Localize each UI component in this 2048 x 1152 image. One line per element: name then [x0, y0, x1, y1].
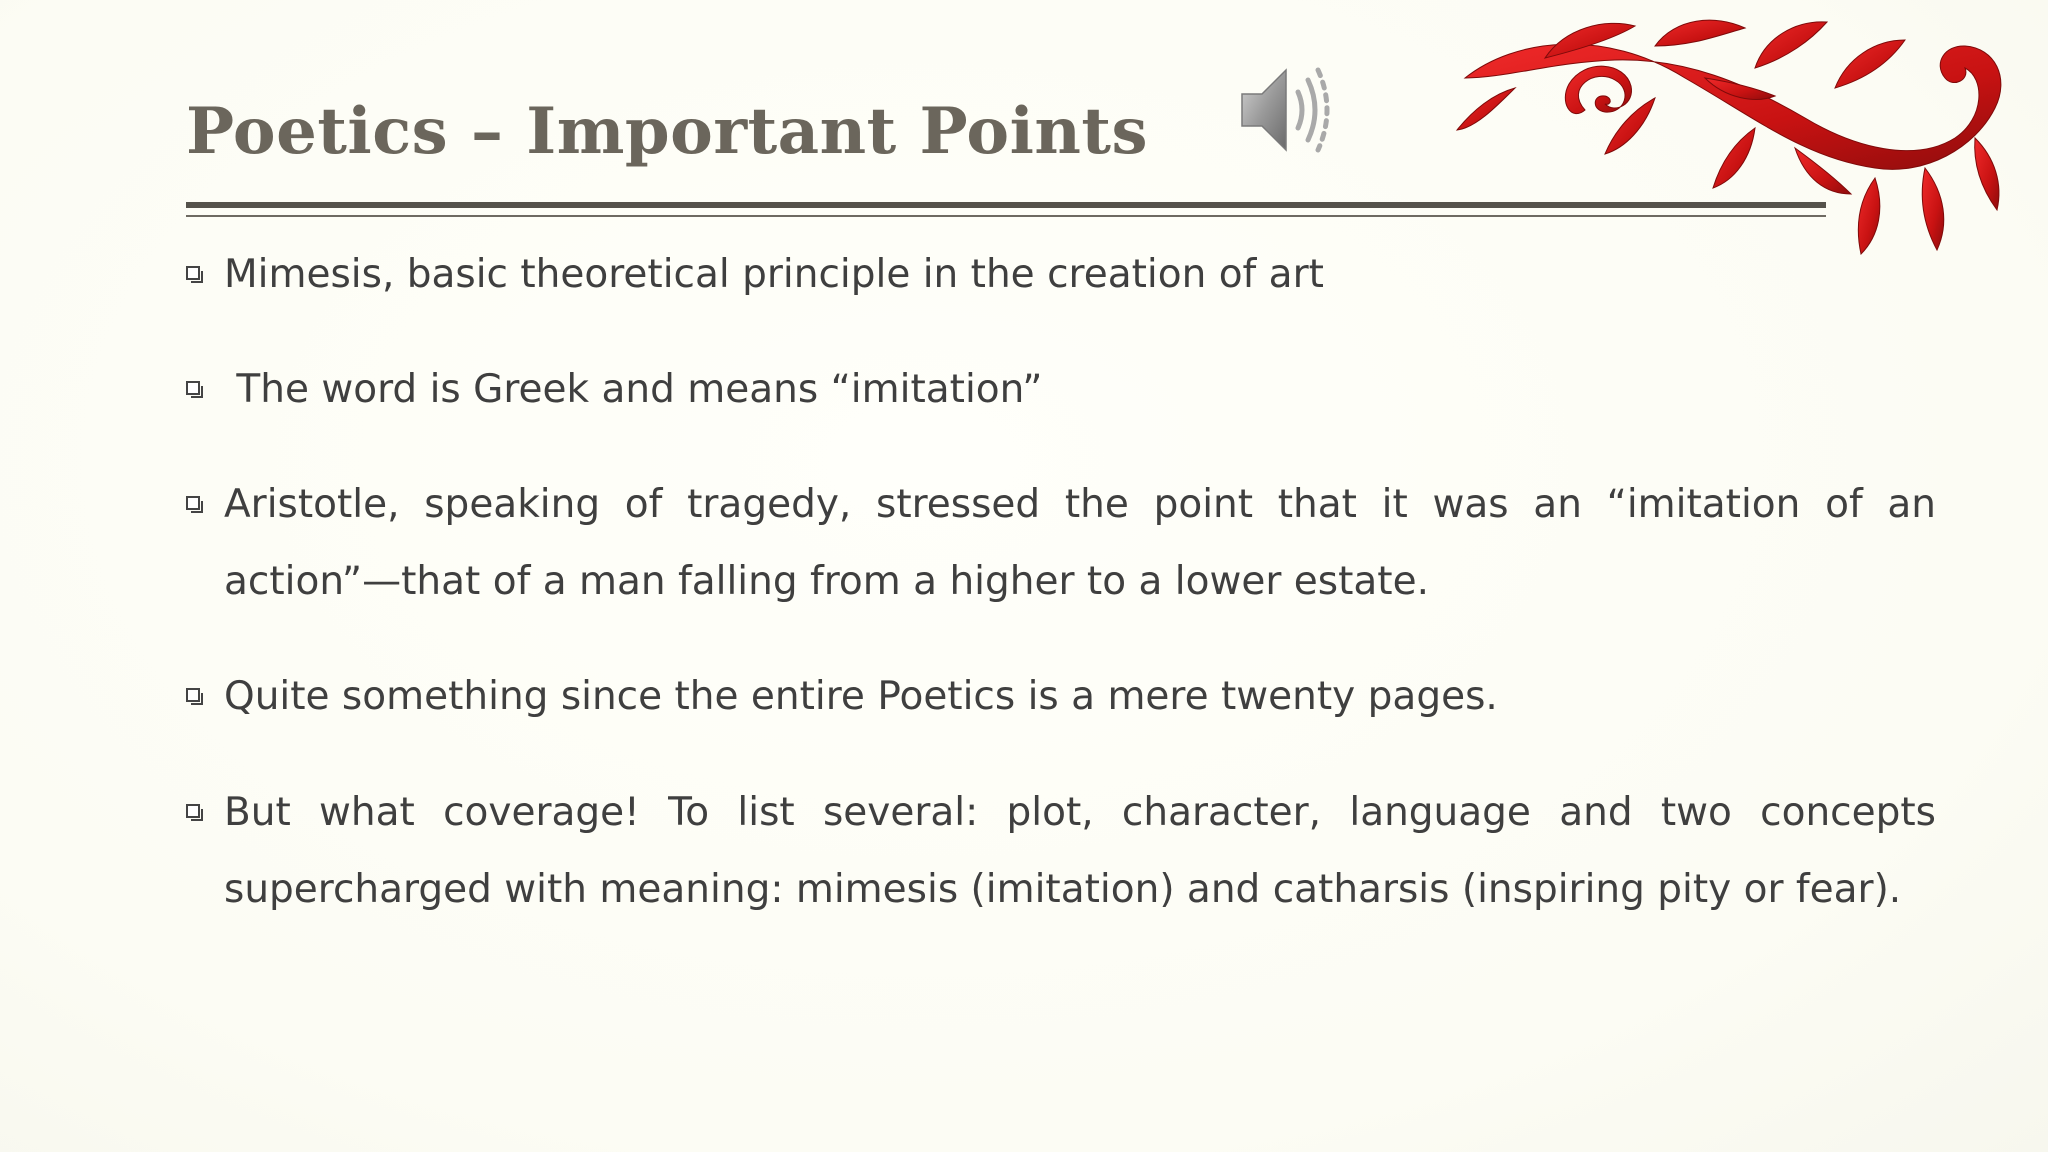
list-item — [186, 351, 1936, 428]
bullet-text: Aristotle, speaking of tragedy, stressed the point that it was an “imitation of an action”—that of a man falling from a higher to a lower estate. — [224, 482, 1936, 604]
list-item — [186, 466, 1936, 620]
square-bullet-icon — [186, 266, 200, 280]
list-item — [186, 658, 1936, 735]
square-bullet-icon — [186, 688, 200, 702]
bullet-text: The word is Greek and means “imitation” — [224, 367, 1043, 412]
bullet-text: But what coverage! To list several: plot, character, language and two concepts supercharged with meaning: mimesis (imitation) and catharsis (inspiring pity or fear). — [224, 790, 1936, 912]
bullet-text: Mimesis, basic theoretical principle in the creation of art — [224, 252, 1324, 297]
list-item — [186, 774, 1936, 928]
square-bullet-icon — [186, 381, 200, 395]
list-item — [186, 236, 1936, 313]
square-bullet-icon — [186, 496, 200, 510]
bullet-text: Quite something since the entire Poetics is a mere twenty pages. — [224, 674, 1498, 719]
floral-ornament-decoration — [1455, 18, 2015, 268]
speaker-volume-icon[interactable] — [1236, 58, 1340, 162]
square-bullet-icon — [186, 804, 200, 818]
slide-title: Poetics – Important Points — [186, 94, 1148, 169]
